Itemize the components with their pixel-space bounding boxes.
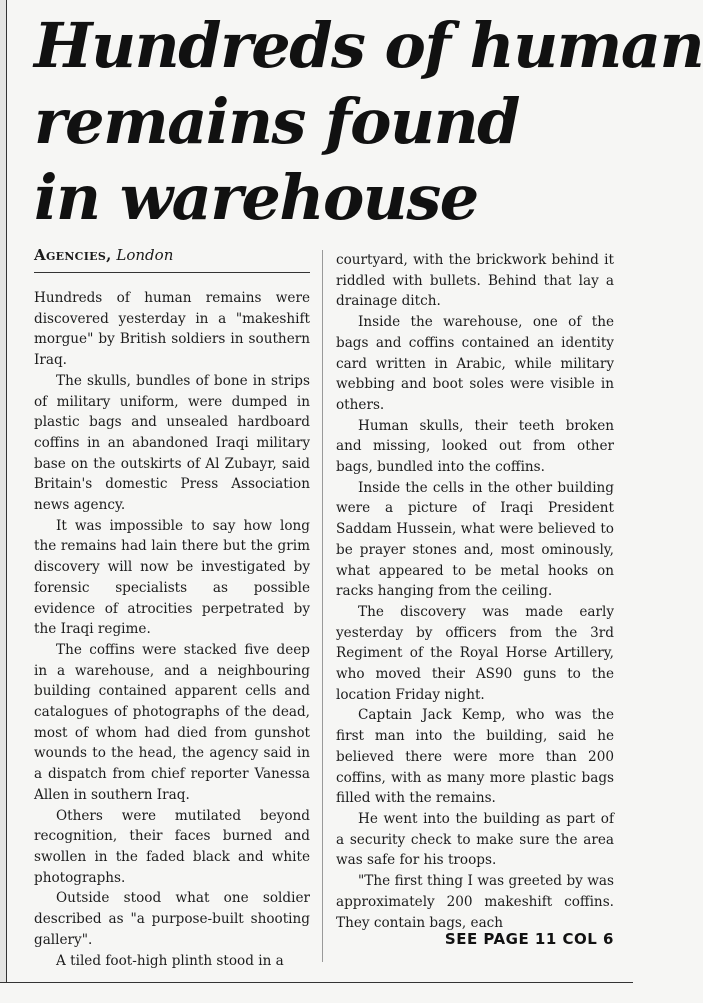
paragraph: The skulls, bundles of bone in strips of military uniform, were dumped in plastic bags and unsealed hardboard coffins in an abandoned Iraqi military base on the outskirts of Al Zubayr, said Britain's domestic Press Association news agency. bbox=[34, 372, 310, 514]
column-divider bbox=[322, 250, 323, 962]
paragraph: Captain Jack Kemp, who was the first man into the building, said he believed there were more than 200 coffins, with as many more plastic bags filled with the remains. bbox=[336, 707, 614, 807]
paragraph: The discovery was made early yesterday by officers from the 3rd Regiment of the Royal Horse Artillery, who moved their AS90 guns to the location Friday night. bbox=[336, 603, 614, 703]
headline-line-1: Hundreds of human bbox=[34, 9, 703, 82]
article-column-right bbox=[336, 250, 614, 933]
byline-city: London bbox=[116, 246, 174, 264]
left-border-rule bbox=[6, 0, 7, 982]
byline bbox=[34, 246, 310, 273]
paragraph: It was impossible to say how long the remains had lain there but the grim discovery will now be investigated by forensic specialists as possible evidence of atrocities perpetrated by the Iraqi regime. bbox=[34, 517, 310, 638]
paragraph: Outside stood what one soldier described as "a purpose-built shooting gallery". bbox=[34, 890, 310, 948]
paragraph: Hundreds of human remains were discovered yesterday in a "makeshift morgue" by British soldiers in southern Iraq. bbox=[34, 290, 310, 369]
paragraph: Inside the cells in the other building were a picture of Iraqi President Saddam Hussein, what were believed to be prayer stones and, most ominously, what appeared to be metal hooks on racks hanging from the ceiling. bbox=[336, 479, 614, 600]
byline-agency: Agencies, bbox=[34, 246, 112, 264]
paragraph: Inside the warehouse, one of the bags and coffins contained an identity card written in Arabic, while military webbing and boot soles were visible in others. bbox=[336, 314, 614, 413]
paragraph: "The first thing I was greeted by was approximately 200 makeshift coffins. They contain bags, each bbox=[336, 873, 614, 931]
headline-line-3: in warehouse bbox=[34, 161, 478, 234]
paragraph: A tiled foot-high plinth stood in a bbox=[56, 952, 284, 969]
paragraph: He went into the building as part of a security check to make sure the area was safe for his troops. bbox=[336, 810, 614, 869]
headline-line-2: remains found bbox=[34, 85, 520, 158]
continuation-jump-line: SEE PAGE 11 COL 6 bbox=[444, 930, 614, 948]
article-column-left bbox=[34, 288, 310, 971]
paragraph: Others were mutilated beyond recognition, their faces burned and swollen in the faded black and white photographs. bbox=[34, 807, 310, 886]
paragraph: The coffins were stacked five deep in a warehouse, and a neighbouring building contained apparent cells and catalogues of photographs of the dead, most of whom had died from gunshot wounds to the head, the agency said in a dispatch from chief reporter Vanessa Allen in southern Iraq. bbox=[34, 641, 310, 803]
bottom-border-rule bbox=[0, 982, 633, 983]
paragraph: Human skulls, their teeth broken and missing, looked out from other bags, bundled into the coffins. bbox=[336, 417, 614, 476]
paragraph: courtyard, with the brickwork behind it riddled with bullets. Behind that lay a drainage ditch. bbox=[336, 252, 614, 310]
article-headline bbox=[34, 8, 703, 236]
